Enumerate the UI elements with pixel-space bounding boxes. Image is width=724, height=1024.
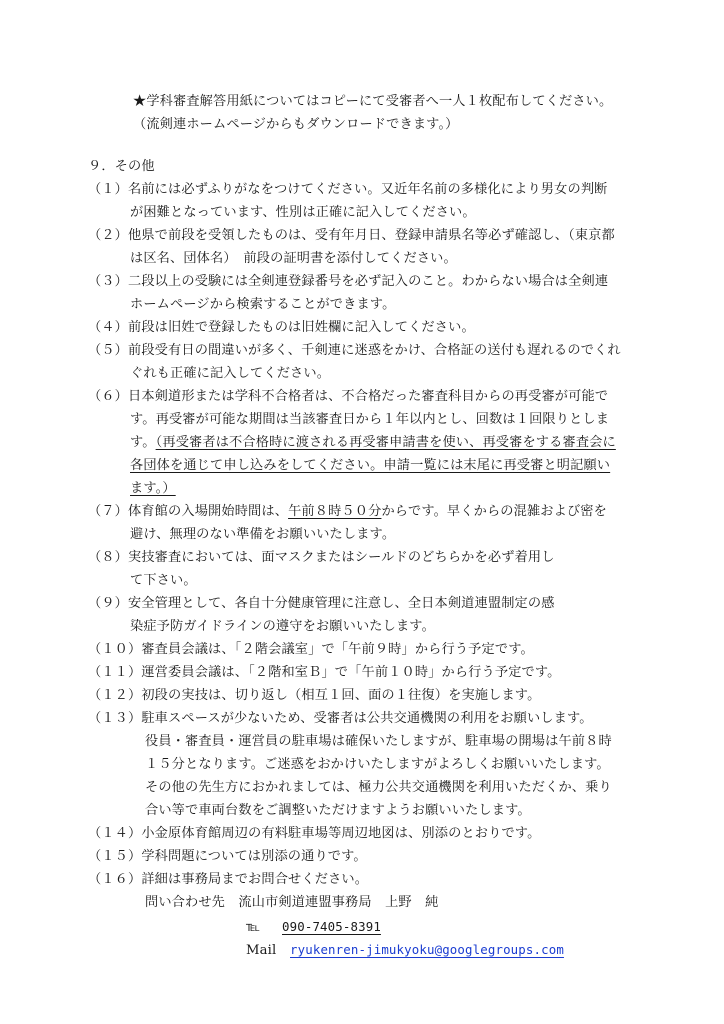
item-6-reapply-note-middle: 各団体を通じて申し込みをしてください。申請一覧には末尾に再受審と明記願い bbox=[130, 458, 611, 473]
item-5-line-1: （５）前段受有日の間違いが多く、千剣連に迷惑をかけ、合格証の送付も遅れるのでくれ bbox=[88, 343, 621, 358]
item-7-text-start: （７）体育館の入場開始時間は、 bbox=[88, 504, 289, 519]
item-6-reapply-note-end: ます。） bbox=[130, 481, 176, 496]
item-6-reapply-note-start: （再受審者は不合格時に渡される再受審申請書を使い、再受審をする審査会に bbox=[155, 435, 616, 450]
note-download: （流剣連ホームページからもダウンロードできます。） bbox=[133, 117, 459, 132]
item-13-line-4: その他の先生方におかれましては、極力公共交通機関を利用いただくか、乗り bbox=[145, 780, 612, 795]
item-14-line-1: （１４）小金原体育館周辺の有料駐車場等周辺地図は、別添のとおりです。 bbox=[88, 826, 541, 841]
item-6-line-1: （６）日本剣道形または学科不合格者は、不合格だった審査科目からの再受審が可能で bbox=[88, 389, 609, 404]
item-8-line-1: （８）実技審査においては、面マスクまたはシールドのどちらかを必ず着用し bbox=[88, 550, 555, 565]
item-13-line-3: １５分となります。ご迷惑をおかけいたしますがよろしくお願いいたします。 bbox=[145, 757, 610, 772]
item-15-line-1: （１５）学科問題については別添の通りです。 bbox=[88, 849, 367, 864]
item-8-line-2: て下さい。 bbox=[130, 573, 197, 588]
tel-number: 090-7405-8391 bbox=[282, 919, 381, 934]
item-2-line-1: （２）他県で前段を受領したものは、受有年月日、登録申請県名等必ず確認し、（東京都 bbox=[88, 228, 615, 243]
mail-label: Mail bbox=[246, 943, 277, 958]
item-7-line-2: 避け、無理のない準備をお願いいたします。 bbox=[130, 527, 396, 542]
item-13-line-5: 合い等で車両台数をご調整いただけますようお願いいたします。 bbox=[145, 803, 531, 818]
item-6-line-3-start: す。 bbox=[130, 435, 156, 450]
item-3-line-2: ホームページから検索することができます。 bbox=[130, 297, 396, 312]
section-title: ９．その他 bbox=[88, 159, 155, 174]
item-11-line-1: （１１）運営委員会議は、「２階和室Ｂ」で「午前１０時」から行う予定です。 bbox=[88, 665, 561, 680]
tel-label: ℡ bbox=[246, 920, 261, 935]
mail-row bbox=[246, 939, 564, 961]
mail-link[interactable]: ryukenren-jimukyoku@googlegroups.com bbox=[290, 942, 564, 957]
item-2-line-2: は区名、団体名） 前段の証明書を添付してください。 bbox=[130, 251, 457, 266]
item-5-line-2: ぐれも正確に記入してください。 bbox=[130, 366, 331, 381]
item-4-line-1: （４）前段は旧姓で登録したものは旧姓欄に記入してください。 bbox=[88, 320, 475, 335]
item-9-line-2: 染症予防ガイドラインの遵守をお願いいたします。 bbox=[130, 619, 435, 634]
item-10-line-1: （１０）審査員会議は、「２階会議室」で「午前９時」から行う予定です。 bbox=[88, 642, 534, 657]
item-16-line-1: （１６）詳細は事務局までお問合せください。 bbox=[88, 872, 369, 887]
item-7-text-end: からです。早くからの混雑および密を bbox=[381, 504, 607, 519]
item-7-line-1 bbox=[88, 501, 607, 523]
item-1-line-2: が困難となっています、性別は正確に記入してください。 bbox=[130, 205, 476, 220]
item-13-line-1: （１３）駐車スペースが少ないため、受審者は公共交通機関の利用をお願いします。 bbox=[88, 711, 593, 726]
item-6-line-3 bbox=[130, 432, 616, 454]
item-6-line-2: す。再受審が可能な期間は当該審査日から１年以内とし、回数は１回限りとしま bbox=[130, 412, 610, 427]
contact-line: 問い合わせ先 流山市剣道連盟事務局 上野 純 bbox=[145, 895, 439, 910]
item-13-line-2: 役員・審査員・運営員の駐車場は確保いたしますが、駐車場の開場は午前８時 bbox=[145, 734, 612, 749]
item-12-line-1: （１２）初段の実技は、切り返し（相互１回、面の１往復）を実施します。 bbox=[88, 688, 541, 703]
item-1-line-1: （１）名前には必ずふりがなをつけてください。又近年名前の多様化により男女の判断 bbox=[88, 182, 608, 197]
entry-time: 午前８時５０分 bbox=[288, 504, 382, 519]
item-9-line-1: （９）安全管理として、各自十分健康管理に注意し、全日本剣道連盟制定の感 bbox=[88, 596, 555, 611]
tel-row bbox=[246, 916, 381, 938]
note-answer-sheet: ★学科審査解答用紙についてはコピーにて受審者へ一人１枚配布してください。 bbox=[133, 94, 613, 109]
item-3-line-1: （３）二段以上の受験には全剣連登録番号を必ず記入のこと。わからない場合は全剣連 bbox=[88, 274, 609, 289]
